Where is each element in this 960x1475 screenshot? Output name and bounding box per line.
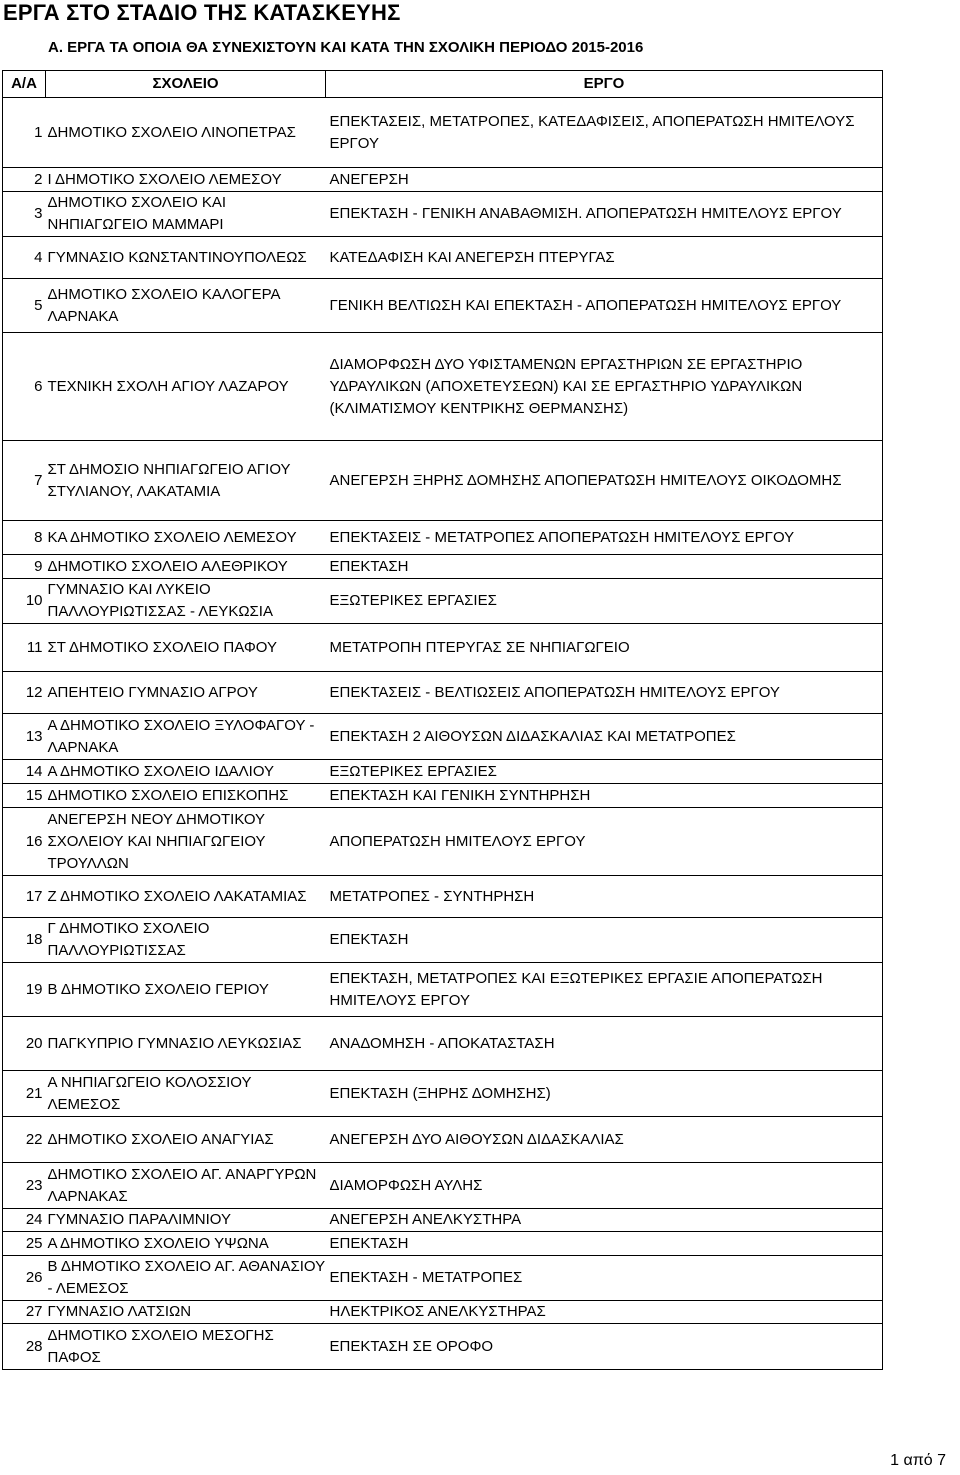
work-description: ΚΑΤΕΔΑΦΙΣΗ ΚΑΙ ΑΝΕΓΕΡΣΗ ΠΤΕΡΥΓΑΣ [326, 237, 883, 279]
school-name: ΔΗΜΟΤΙΚΟ ΣΧΟΛΕΙΟ ΚΑΛΟΓΕΡΑ ΛΑΡΝΑΚΑ [46, 279, 326, 333]
table-row [3, 98, 883, 168]
row-number: 22 [3, 1117, 46, 1163]
table-row [3, 1071, 883, 1117]
work-description: ΕΠΕΚΤΑΣΗ [326, 1232, 883, 1256]
table-row [3, 555, 883, 579]
table-row [3, 1209, 883, 1232]
row-number: 24 [3, 1209, 46, 1232]
work-description: ΔΙΑΜΟΡΦΩΣΗ ΑΥΛΗΣ [326, 1163, 883, 1209]
school-name: ΔΗΜΟΤΙΚΟ ΣΧΟΛΕΙΟ ΛΙΝΟΠΕΤΡΑΣ [46, 98, 326, 168]
row-number: 4 [3, 237, 46, 279]
work-description: ΑΠΟΠΕΡΑΤΩΣΗ ΗΜΙΤΕΛΟΥΣ ΕΡΓΟΥ [326, 808, 883, 876]
work-description: ΕΞΩΤΕΡΙΚΕΣ ΕΡΓΑΣΙΕΣ [326, 579, 883, 624]
school-name: ΔΗΜΟΤΙΚΟ ΣΧΟΛΕΙΟ ΑΝΑΓΥΙΑΣ [46, 1117, 326, 1163]
table-row [3, 918, 883, 963]
school-name: ΔΗΜΟΤΙΚΟ ΣΧΟΛΕΙΟ ΚΑΙ ΝΗΠΙΑΓΩΓΕΙΟ ΜΑΜΜΑΡΙ [46, 192, 326, 237]
work-description: ΕΠΕΚΤΑΣΕΙΣ, ΜΕΤΑΤΡΟΠΕΣ, ΚΑΤΕΔΑΦΙΣΕΙΣ, ΑΠΟΠΕΡΑΤΩΣΗ ΗΜΙΤΕΛΟΥΣ ΕΡΓΟΥ [326, 98, 883, 168]
work-description: ΕΠΕΚΤΑΣΗ (ΞΗΡΗΣ ΔΟΜΗΣΗΣ) [326, 1071, 883, 1117]
header-school: ΣΧΟΛΕΙΟ [46, 71, 326, 98]
table-row [3, 1256, 883, 1301]
table-row [3, 168, 883, 192]
school-name: Α ΔΗΜΟΤΙΚΟ ΣΧΟΛΕΙΟ ΞΥΛΟΦΑΓΟΥ - ΛΑΡΝΑΚΑ [46, 714, 326, 760]
page-title: ΕΡΓΑ ΣΤΟ ΣΤΑΔΙΟ ΤΗΣ ΚΑΤΑΣΚΕΥΗΣ [3, 0, 401, 25]
work-description: ΕΠΕΚΤΑΣΗ 2 ΑΙΘΟΥΣΩΝ ΔΙΔΑΣΚΑΛΙΑΣ ΚΑΙ ΜΕΤΑΤΡΟΠΕΣ [326, 714, 883, 760]
school-name: Γ ΔΗΜΟΤΙΚΟ ΣΧΟΛΕΙΟ ΠΑΛΛΟΥΡΙΩΤΙΣΣΑΣ [46, 918, 326, 963]
table-row [3, 714, 883, 760]
school-name: ΣΤ ΔΗΜΟΤΙΚΟ ΣΧΟΛΕΙΟ ΠΑΦΟΥ [46, 624, 326, 672]
work-description: ΕΠΕΚΤΑΣΗ - ΓΕΝΙΚΗ ΑΝΑΒΑΘΜΙΣΗ. ΑΠΟΠΕΡΑΤΩΣΗ ΗΜΙΤΕΛΟΥΣ ΕΡΓΟΥ [326, 192, 883, 237]
table-row [3, 1301, 883, 1324]
school-name: ΣΤ ΔΗΜΟΣΙΟ ΝΗΠΙΑΓΩΓΕΙΟ ΑΓΙΟΥ ΣΤΥΛΙΑΝΟΥ, ΛΑΚΑΤΑΜΙΑ [46, 441, 326, 521]
row-number: 27 [3, 1301, 46, 1324]
work-description: ΑΝΕΓΕΡΣΗ ΔΥΟ ΑΙΘΟΥΣΩΝ ΔΙΔΑΣΚΑΛΙΑΣ [326, 1117, 883, 1163]
table-body [3, 98, 883, 1370]
header-work: ΕΡΓΟ [326, 71, 883, 98]
school-name: ΚΑ ΔΗΜΟΤΙΚΟ ΣΧΟΛΕΙΟ ΛΕΜΕΣΟΥ [46, 521, 326, 555]
work-description: ΔΙΑΜΟΡΦΩΣΗ ΔΥΟ ΥΦΙΣΤΑΜΕΝΩΝ ΕΡΓΑΣΤΗΡΙΩΝ ΣΕ ΕΡΓΑΣΤΗΡΙΟ ΥΔΡΑΥΛΙΚΩΝ (ΑΠΟΧΕΤΕΥΣΕΩΝ) ΚΑΙ ΣΕ ΕΡΓΑΣΤΗΡΙΟ ΥΔΡΑΥΛΙΚΩΝ (ΚΛΙΜΑΤΙΣΜΟΥ ΚΕΝΤΡΙΚΗΣ ΘΕΡΜΑΝΣΗΣ) [326, 333, 883, 441]
school-name: Ι ΔΗΜΟΤΙΚΟ ΣΧΟΛΕΙΟ ΛΕΜΕΣΟΥ [46, 168, 326, 192]
school-name: ΑΝΕΓΕΡΣΗ ΝΕΟΥ ΔΗΜΟΤΙΚΟΥ ΣΧΟΛΕΙΟΥ ΚΑΙ ΝΗΠΙΑΓΩΓΕΙΟΥ ΤΡΟΥΛΛΩΝ [46, 808, 326, 876]
row-number: 15 [3, 784, 46, 808]
table-row [3, 1163, 883, 1209]
school-name: ΓΥΜΝΑΣΙΟ ΠΑΡΑΛΙΜΝΙΟΥ [46, 1209, 326, 1232]
row-number: 12 [3, 672, 46, 714]
school-name: ΤΕΧΝΙΚΗ ΣΧΟΛΗ ΑΓΙΟΥ ΛΑΖΑΡΟΥ [46, 333, 326, 441]
school-name: ΔΗΜΟΤΙΚΟ ΣΧΟΛΕΙΟ ΜΕΣΟΓΗΣ ΠΑΦΟΣ [46, 1324, 326, 1370]
row-number: 26 [3, 1256, 46, 1301]
row-number: 17 [3, 876, 46, 918]
table-row [3, 1232, 883, 1256]
row-number: 11 [3, 624, 46, 672]
table-row [3, 237, 883, 279]
work-description: ΜΕΤΑΤΡΟΠΕΣ - ΣΥΝΤΗΡΗΣΗ [326, 876, 883, 918]
table-row [3, 808, 883, 876]
work-description: ΕΠΕΚΤΑΣΗ [326, 918, 883, 963]
table-row [3, 624, 883, 672]
work-description: ΕΠΕΚΤΑΣΕΙΣ - ΒΕΛΤΙΩΣΕΙΣ ΑΠΟΠΕΡΑΤΩΣΗ ΗΜΙΤΕΛΟΥΣ ΕΡΓΟΥ [326, 672, 883, 714]
work-description: ΜΕΤΑΤΡΟΠΗ ΠΤΕΡΥΓΑΣ ΣΕ ΝΗΠΙΑΓΩΓΕΙΟ [326, 624, 883, 672]
table-row [3, 279, 883, 333]
row-number: 18 [3, 918, 46, 963]
table-row [3, 441, 883, 521]
table-row [3, 963, 883, 1017]
row-number: 20 [3, 1017, 46, 1071]
school-name: ΠΑΓΚΥΠΡΙΟ ΓΥΜΝΑΣΙΟ ΛΕΥΚΩΣΙΑΣ [46, 1017, 326, 1071]
table-row [3, 1324, 883, 1370]
work-description: ΑΝΕΓΕΡΣΗ ΑΝΕΛΚΥΣΤΗΡΑ [326, 1209, 883, 1232]
row-number: 16 [3, 808, 46, 876]
row-number: 2 [3, 168, 46, 192]
school-name: ΔΗΜΟΤΙΚΟ ΣΧΟΛΕΙΟ ΑΛΕΘΡΙΚΟΥ [46, 555, 326, 579]
row-number: 1 [3, 98, 46, 168]
row-number: 19 [3, 963, 46, 1017]
table-row [3, 579, 883, 624]
table-row [3, 333, 883, 441]
school-name: ΓΥΜΝΑΣΙΟ ΚΑΙ ΛΥΚΕΙΟ ΠΑΛΛΟΥΡΙΩΤΙΣΣΑΣ - ΛΕΥΚΩΣΙΑ [46, 579, 326, 624]
school-name: ΔΗΜΟΤΙΚΟ ΣΧΟΛΕΙΟ ΕΠΙΣΚΟΠΗΣ [46, 784, 326, 808]
work-description: ΕΠΕΚΤΑΣΗ [326, 555, 883, 579]
school-name: ΑΠΕΗΤΕΙΟ ΓΥΜΝΑΣΙΟ ΑΓΡΟΥ [46, 672, 326, 714]
row-number: 9 [3, 555, 46, 579]
row-number: 14 [3, 760, 46, 784]
work-description: ΕΠΕΚΤΑΣΗ, ΜΕΤΑΤΡΟΠΕΣ ΚΑΙ ΕΞΩΤΕΡΙΚΕΣ ΕΡΓΑΣΙΕ ΑΠΟΠΕΡΑΤΩΣΗ ΗΜΙΤΕΛΟΥΣ ΕΡΓΟΥ [326, 963, 883, 1017]
row-number: 8 [3, 521, 46, 555]
table-row [3, 1017, 883, 1071]
school-name: Α ΔΗΜΟΤΙΚΟ ΣΧΟΛΕΙΟ ΙΔΑΛΙΟΥ [46, 760, 326, 784]
row-number: 3 [3, 192, 46, 237]
row-number: 6 [3, 333, 46, 441]
school-name: ΔΗΜΟΤΙΚΟ ΣΧΟΛΕΙΟ ΑΓ. ΑΝΑΡΓΥΡΩΝ ΛΑΡΝΑΚΑΣ [46, 1163, 326, 1209]
school-name: Α ΝΗΠΙΑΓΩΓΕΙΟ ΚΟΛΟΣΣΙΟΥ ΛΕΜΕΣΟΣ [46, 1071, 326, 1117]
table-row [3, 760, 883, 784]
work-description: ΕΠΕΚΤΑΣΕΙΣ - ΜΕΤΑΤΡΟΠΕΣ ΑΠΟΠΕΡΑΤΩΣΗ ΗΜΙΤΕΛΟΥΣ ΕΡΓΟΥ [326, 521, 883, 555]
table-header-row [3, 71, 883, 98]
row-number: 13 [3, 714, 46, 760]
header-number: Α/Α [3, 71, 46, 98]
table-row [3, 192, 883, 237]
school-name: Β ΔΗΜΟΤΙΚΟ ΣΧΟΛΕΙΟ ΑΓ. ΑΘΑΝΑΣΙΟΥ - ΛΕΜΕΣΟΣ [46, 1256, 326, 1301]
school-name: ΓΥΜΝΑΣΙΟ ΛΑΤΣΙΩΝ [46, 1301, 326, 1324]
work-description: ΕΞΩΤΕΡΙΚΕΣ ΕΡΓΑΣΙΕΣ [326, 760, 883, 784]
school-name: Β ΔΗΜΟΤΙΚΟ ΣΧΟΛΕΙΟ ΓΕΡΙΟΥ [46, 963, 326, 1017]
projects-table [2, 70, 883, 1370]
row-number: 7 [3, 441, 46, 521]
table-row [3, 1117, 883, 1163]
work-description: ΓΕΝΙΚΗ ΒΕΛΤΙΩΣΗ ΚΑΙ ΕΠΕΚΤΑΣΗ - ΑΠΟΠΕΡΑΤΩΣΗ ΗΜΙΤΕΛΟΥΣ ΕΡΓΟΥ [326, 279, 883, 333]
row-number: 21 [3, 1071, 46, 1117]
work-description: ΕΠΕΚΤΑΣΗ ΣΕ ΟΡΟΦΟ [326, 1324, 883, 1370]
work-description: ΑΝΕΓΕΡΣΗ [326, 168, 883, 192]
work-description: ΗΛΕΚΤΡΙΚΟΣ ΑΝΕΛΚΥΣΤΗΡΑΣ [326, 1301, 883, 1324]
table-row [3, 876, 883, 918]
row-number: 10 [3, 579, 46, 624]
work-description: ΕΠΕΚΤΑΣΗ - ΜΕΤΑΤΡΟΠΕΣ [326, 1256, 883, 1301]
work-description: ΑΝΑΔΟΜΗΣΗ - ΑΠΟΚΑΤΑΣΤΑΣΗ [326, 1017, 883, 1071]
page-number: 1 από 7 [890, 1452, 946, 1469]
row-number: 23 [3, 1163, 46, 1209]
row-number: 28 [3, 1324, 46, 1370]
school-name: Α ΔΗΜΟΤΙΚΟ ΣΧΟΛΕΙΟ ΥΨΩΝΑ [46, 1232, 326, 1256]
row-number: 5 [3, 279, 46, 333]
work-description: ΕΠΕΚΤΑΣΗ ΚΑΙ ΓΕΝΙΚΗ ΣΥΝΤΗΡΗΣΗ [326, 784, 883, 808]
table-row [3, 672, 883, 714]
table-row [3, 784, 883, 808]
work-description: ΑΝΕΓΕΡΣΗ ΞΗΡΗΣ ΔΟΜΗΣΗΣ ΑΠΟΠΕΡΑΤΩΣΗ ΗΜΙΤΕΛΟΥΣ ΟΙΚΟΔΟΜΗΣ [326, 441, 883, 521]
school-name: Ζ ΔΗΜΟΤΙΚΟ ΣΧΟΛΕΙΟ ΛΑΚΑΤΑΜΙΑΣ [46, 876, 326, 918]
school-name: ΓΥΜΝΑΣΙΟ ΚΩΝΣΤΑΝΤΙΝΟΥΠΟΛΕΩΣ [46, 237, 326, 279]
row-number: 25 [3, 1232, 46, 1256]
section-subtitle: Α. ΕΡΓΑ ΤΑ ΟΠΟΙΑ ΘΑ ΣΥΝΕΧΙΣΤΟΥΝ ΚΑΙ ΚΑΤΑ ΤΗΝ ΣΧΟΛΙΚΗ ΠΕΡΙΟΔΟ 2015-2016 [48, 39, 644, 56]
table-row [3, 521, 883, 555]
